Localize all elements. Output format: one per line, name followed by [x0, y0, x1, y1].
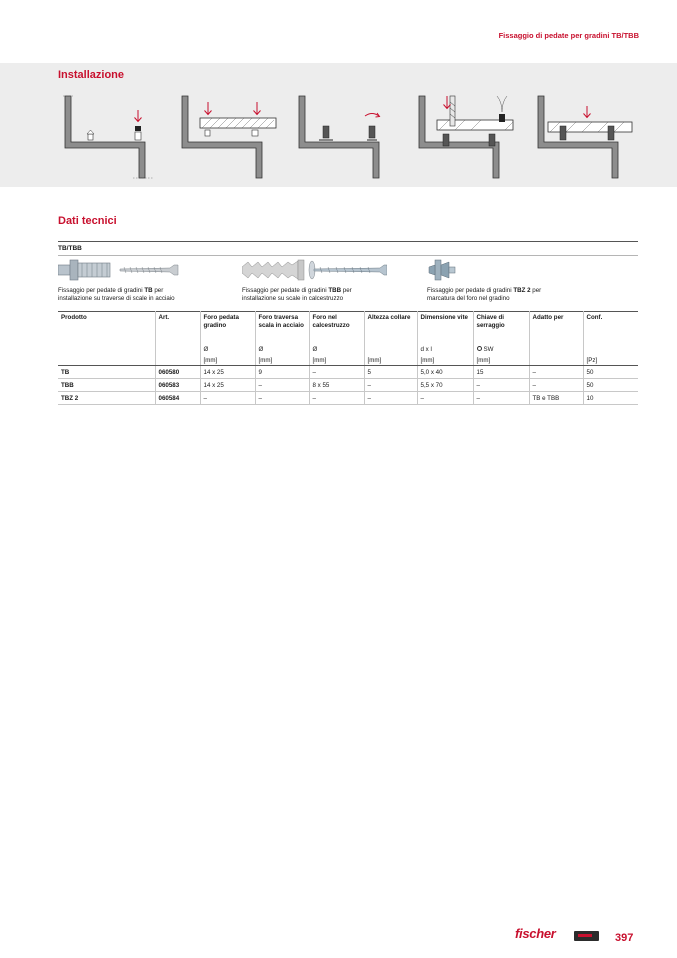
symbol-cell — [155, 338, 200, 355]
page-header-title: Fissaggio di pedate per gradini TB/TBB — [498, 31, 639, 40]
col-header: Prodotto — [58, 312, 155, 338]
symbol-cell — [58, 338, 155, 355]
product-group-label: TB/TBB — [58, 245, 82, 252]
table-cell: 15 — [473, 366, 529, 379]
article-cell: 060583 — [155, 379, 200, 392]
col-header: Chiave di serraggio — [473, 312, 529, 338]
hexagon-icon — [477, 346, 482, 351]
table-cell: – — [417, 392, 473, 405]
unit-cell: [mm] — [309, 355, 364, 366]
table-cell: – — [529, 379, 583, 392]
product-cell: TBZ 2 — [58, 392, 155, 405]
table-cell: – — [255, 392, 309, 405]
symbol-cell: Ø — [309, 338, 364, 355]
table-cell: – — [309, 392, 364, 405]
unit-cell: [mm] — [473, 355, 529, 366]
fischer-logo: fischer — [515, 926, 556, 941]
table-cell: 10 — [583, 392, 638, 405]
unit-cell: [mm] — [364, 355, 417, 366]
col-header: Altezza collare — [364, 312, 417, 338]
table-cell: 50 — [583, 379, 638, 392]
table-cell: – — [364, 379, 417, 392]
install-step-4-illustration — [417, 94, 514, 180]
table-cell: – — [200, 392, 255, 405]
table-cell: TB e TBB — [529, 392, 583, 405]
table-symbol-row — [58, 338, 638, 355]
table-cell: 5,0 x 40 — [417, 366, 473, 379]
table-header-row — [58, 312, 638, 338]
table-cell: 8 x 55 — [309, 379, 364, 392]
install-step-5-illustration — [536, 94, 633, 180]
page-number: 397 — [615, 932, 634, 944]
unit-cell: [mm] — [417, 355, 473, 366]
table-unit-row — [58, 355, 638, 366]
table-cell: 5,5 x 70 — [417, 379, 473, 392]
tbz2-product-image — [427, 259, 457, 286]
unit-cell: [mm] — [200, 355, 255, 366]
symbol-cell: d x l — [417, 338, 473, 355]
col-header: Foro pedata gradino — [200, 312, 255, 338]
divider — [58, 255, 638, 256]
table-cell: – — [255, 379, 309, 392]
installation-heading: Installazione — [58, 69, 125, 81]
table-cell: 14 x 25 — [200, 366, 255, 379]
table-cell: – — [473, 392, 529, 405]
symbol-cell: Ø — [200, 338, 255, 355]
tb-product-image — [58, 259, 183, 286]
article-cell: 060580 — [155, 366, 200, 379]
col-header: Foro nel calcestruzzo — [309, 312, 364, 338]
table-row — [58, 379, 638, 392]
divider — [58, 241, 638, 242]
product-cell: TBB — [58, 379, 155, 392]
table-cell: – — [473, 379, 529, 392]
col-header: Foro traversa scala in acciaio — [255, 312, 309, 338]
table-cell: – — [309, 366, 364, 379]
install-step-1-illustration — [63, 94, 160, 180]
unit-cell — [155, 355, 200, 366]
fischer-logo-mark-icon — [574, 931, 599, 941]
col-header: Art. — [155, 312, 200, 338]
unit-cell — [529, 355, 583, 366]
table-row — [58, 392, 638, 405]
table-cell: 14 x 25 — [200, 379, 255, 392]
table-cell: 9 — [255, 366, 309, 379]
table-cell: 5 — [364, 366, 417, 379]
col-header: Dimensione vite — [417, 312, 473, 338]
tbb-product-image — [242, 259, 387, 286]
technical-data-heading: Dati tecnici — [58, 215, 117, 227]
symbol-cell — [364, 338, 417, 355]
product-cell: TB — [58, 366, 155, 379]
install-step-3-illustration — [297, 94, 394, 180]
table-cell: – — [364, 392, 417, 405]
article-cell: 060584 — [155, 392, 200, 405]
unit-cell: [Pz] — [583, 355, 638, 366]
tb-description: Fissaggio per pedate di gradini TB per installazione su traverse di scale in acciaio — [58, 287, 175, 302]
table-cell: 50 — [583, 366, 638, 379]
symbol-cell: Ø — [255, 338, 309, 355]
unit-cell: [mm] — [255, 355, 309, 366]
unit-cell — [58, 355, 155, 366]
symbol-cell — [583, 338, 638, 355]
col-header: Conf. — [586, 314, 603, 321]
install-step-2-illustration — [180, 94, 277, 180]
symbol-cell: SW — [473, 338, 529, 355]
technical-data-table — [58, 311, 638, 405]
tbb-description: Fissaggio per pedate di gradini TBB per installazione su scale in calcestruzzo — [242, 287, 352, 302]
tbz2-description: Fissaggio per pedate di gradini TBZ 2 per marcatura del foro nel gradino — [427, 287, 542, 302]
symbol-cell — [529, 338, 583, 355]
table-row — [58, 366, 638, 379]
table-cell: – — [529, 366, 583, 379]
col-header: Adatto per — [529, 312, 583, 338]
